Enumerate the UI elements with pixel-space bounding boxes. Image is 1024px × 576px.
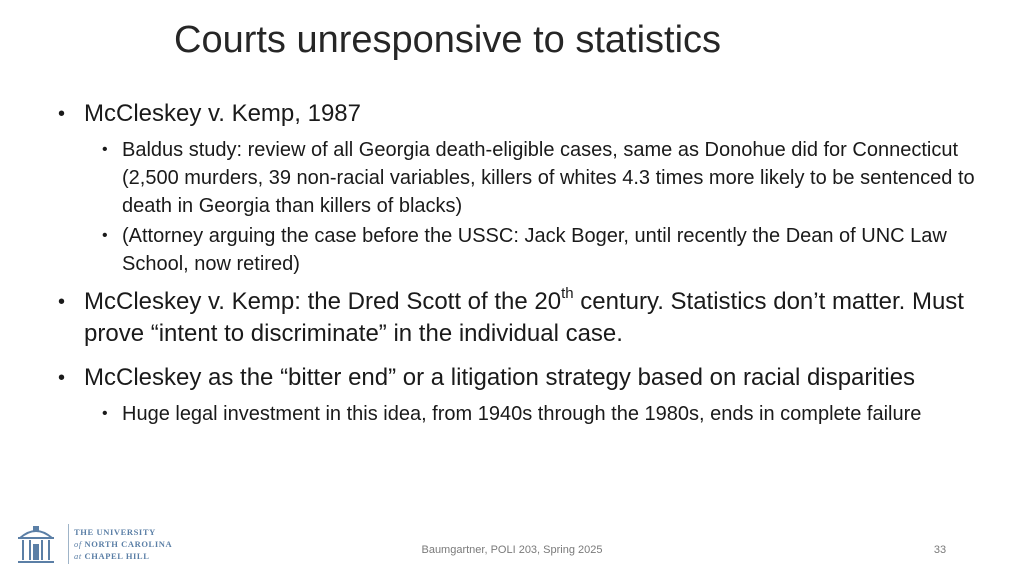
bullet-1-sub-1-text: Baldus study: review of all Georgia death-eligible cases, same as Donohue did for Connecticut (2,500 murders, 39 non-racial variables, killers of whites 4.3 times more likely to be sentenced to death in Georgia than killers of blacks) (122, 139, 975, 217)
slide-footer (0, 540, 1024, 564)
bullet-3-sub-1-text: Huge legal investment in this idea, from 1940s through the 1980s, ends in complete failure (122, 403, 922, 425)
bullet-2-text (84, 285, 964, 347)
bullet-1-text: McCleskey v. Kemp, 1987 (84, 100, 361, 127)
bullet-2-text-part-1: McCleskey v. Kemp: the Dred Scott of the 20 (84, 288, 562, 315)
bullet-3 (58, 362, 978, 394)
slide-title: Courts unresponsive to statistics (174, 19, 722, 61)
bullet-3-text: McCleskey as the “bitter end” or a litigation strategy based on racial disparities (84, 364, 916, 391)
bullet-2-text-part-2: century. Statistics don’t matter. Must prove “intent to discriminate” in the individual case. (84, 288, 964, 347)
logo-line-3: at CHAPEL HILL (74, 551, 150, 561)
footer-text: Baumgartner, POLI 203, Spring 2025 (421, 544, 603, 556)
bullet-3-sub-1 (58, 400, 978, 428)
bullet-1-sub-1 (58, 136, 978, 220)
bullet-1 (58, 98, 978, 130)
bullet-dot-icon: • (102, 227, 108, 244)
bullet-1-sub-2-text: (Attorney arguing the case before the USSC: Jack Boger, until recently the Dean of UNC Law School, now retired) (122, 225, 947, 275)
page-number: 33 (933, 544, 947, 556)
bullet-dot-icon: • (102, 405, 108, 422)
logo-line-2: of NORTH CAROLINA (74, 539, 173, 549)
bullet-2-superscript: th (561, 285, 574, 302)
bullet-dot-icon: • (58, 367, 66, 389)
bullet-2 (58, 286, 978, 350)
logo-line-1: THE UNIVERSITY (74, 527, 156, 537)
bullet-dot-icon: • (58, 103, 66, 125)
bullet-dot-icon: • (58, 291, 66, 313)
slide-content (58, 98, 978, 430)
bullet-dot-icon: • (102, 141, 108, 158)
bullet-1-sub-2 (58, 222, 978, 278)
